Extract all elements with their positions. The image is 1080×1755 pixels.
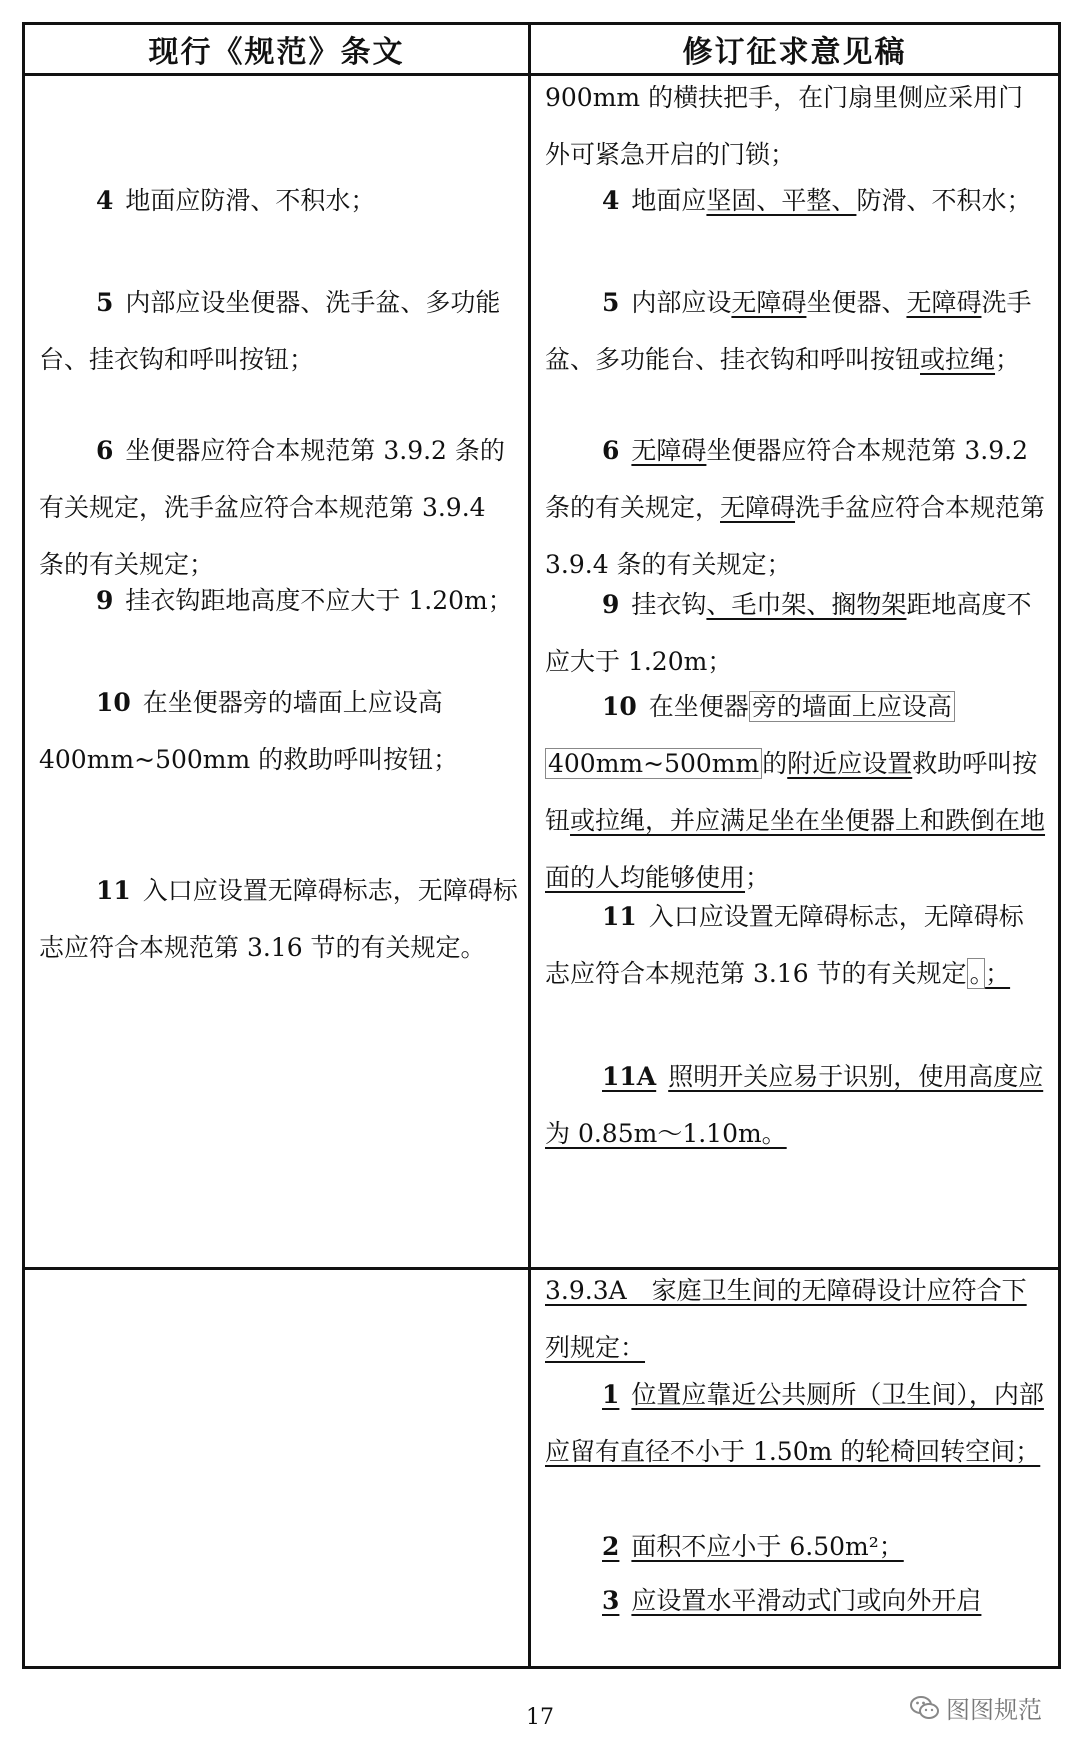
wechat-icon [910,1695,940,1721]
left-clause-6: 6 坐便器应符合本规范第 3.9.2 条的有关规定，洗手盆应符合本规范第 3.9.4 条的有关规定； [39,436,505,579]
right-clause-10: 10 在坐便器 旁的墙面上应设高400mm~500mm 的附近应设置救助呼叫按钮或拉绳，并应满足坐在坐便器上和跌倒在地面的人均能够使用； [545,692,1046,892]
right-clause-5: 5 内部应设无障碍坐便器、无障碍洗手盆、多功能台、挂衣钩和呼叫按钮或拉绳； [545,288,1032,374]
right-clause-11a: 11A 照明开关应易于识别，使用高度应为 0.85m～1.10m。 [545,1062,1044,1148]
header-current-clause: 现行《规范》条文 [24,24,530,75]
left-clause-10: 10 在坐便器旁的墙面上应设高 400mm~500mm 的救助呼叫按钮； [39,688,459,774]
left-clause-11: 11 入口应设置无障碍标志，无障碍标志应符合本规范第 3.16 节的有关规定。 [39,876,518,962]
right-3-9-3a-item-3: 3 应设置水平滑动式门或向外开启 [602,1586,982,1615]
left-cell-1 [24,75,530,1269]
watermark [910,1690,1042,1725]
right-clause-continued: 900mm 的横扶把手，在门扇里侧应采用门外可紧急开启的门锁； [545,83,1024,169]
right-3-9-3a-item-1: 1 位置应靠近公共厕所（卫生间），内部应留有直径不小于 1.50m 的轮椅回转空间； [545,1380,1044,1466]
right-clause-6: 6 无障碍坐便器应符合本规范第 3.9.2 条的有关规定，无障碍洗手盆应符合本规范第 3.9.4 条的有关规定； [545,436,1046,579]
left-clause-9: 9 挂衣钩距地高度不应大于 1.20m； [96,586,513,615]
left-cell-2 [24,1269,530,1668]
right-clause-9: 9 挂衣钩、毛巾架、搁物架距地高度不应大于 1.20m； [545,590,1032,676]
right-clause-4: 4 地面应坚固、平整、防滑、不积水； [602,186,1032,215]
right-cell-1 [530,75,1060,1269]
left-clause-4: 4 地面应防滑、不积水； [96,186,376,215]
right-cell-2 [530,1269,1060,1668]
left-clause-5: 5 内部应设坐便器、洗手盆、多功能台、挂衣钩和呼叫按钮； [39,288,501,374]
header-revision-draft: 修订征求意见稿 [530,24,1060,75]
right-clause-11: 11 入口应设置无障碍标志，无障碍标志应符合本规范第 3.16 节的有关规定 。 ； [545,902,1024,988]
right-3-9-3a-item-2: 2 面积不应小于 6.50m²； [602,1532,904,1561]
page-number: 17 [526,1705,554,1730]
watermark-text: 图图规范 [946,1696,1042,1724]
right-section-3-9-3a: 3.9.3A 家庭卫生间的无障碍设计应符合下列规定： [545,1276,1027,1362]
comparison-table [22,22,1061,1669]
